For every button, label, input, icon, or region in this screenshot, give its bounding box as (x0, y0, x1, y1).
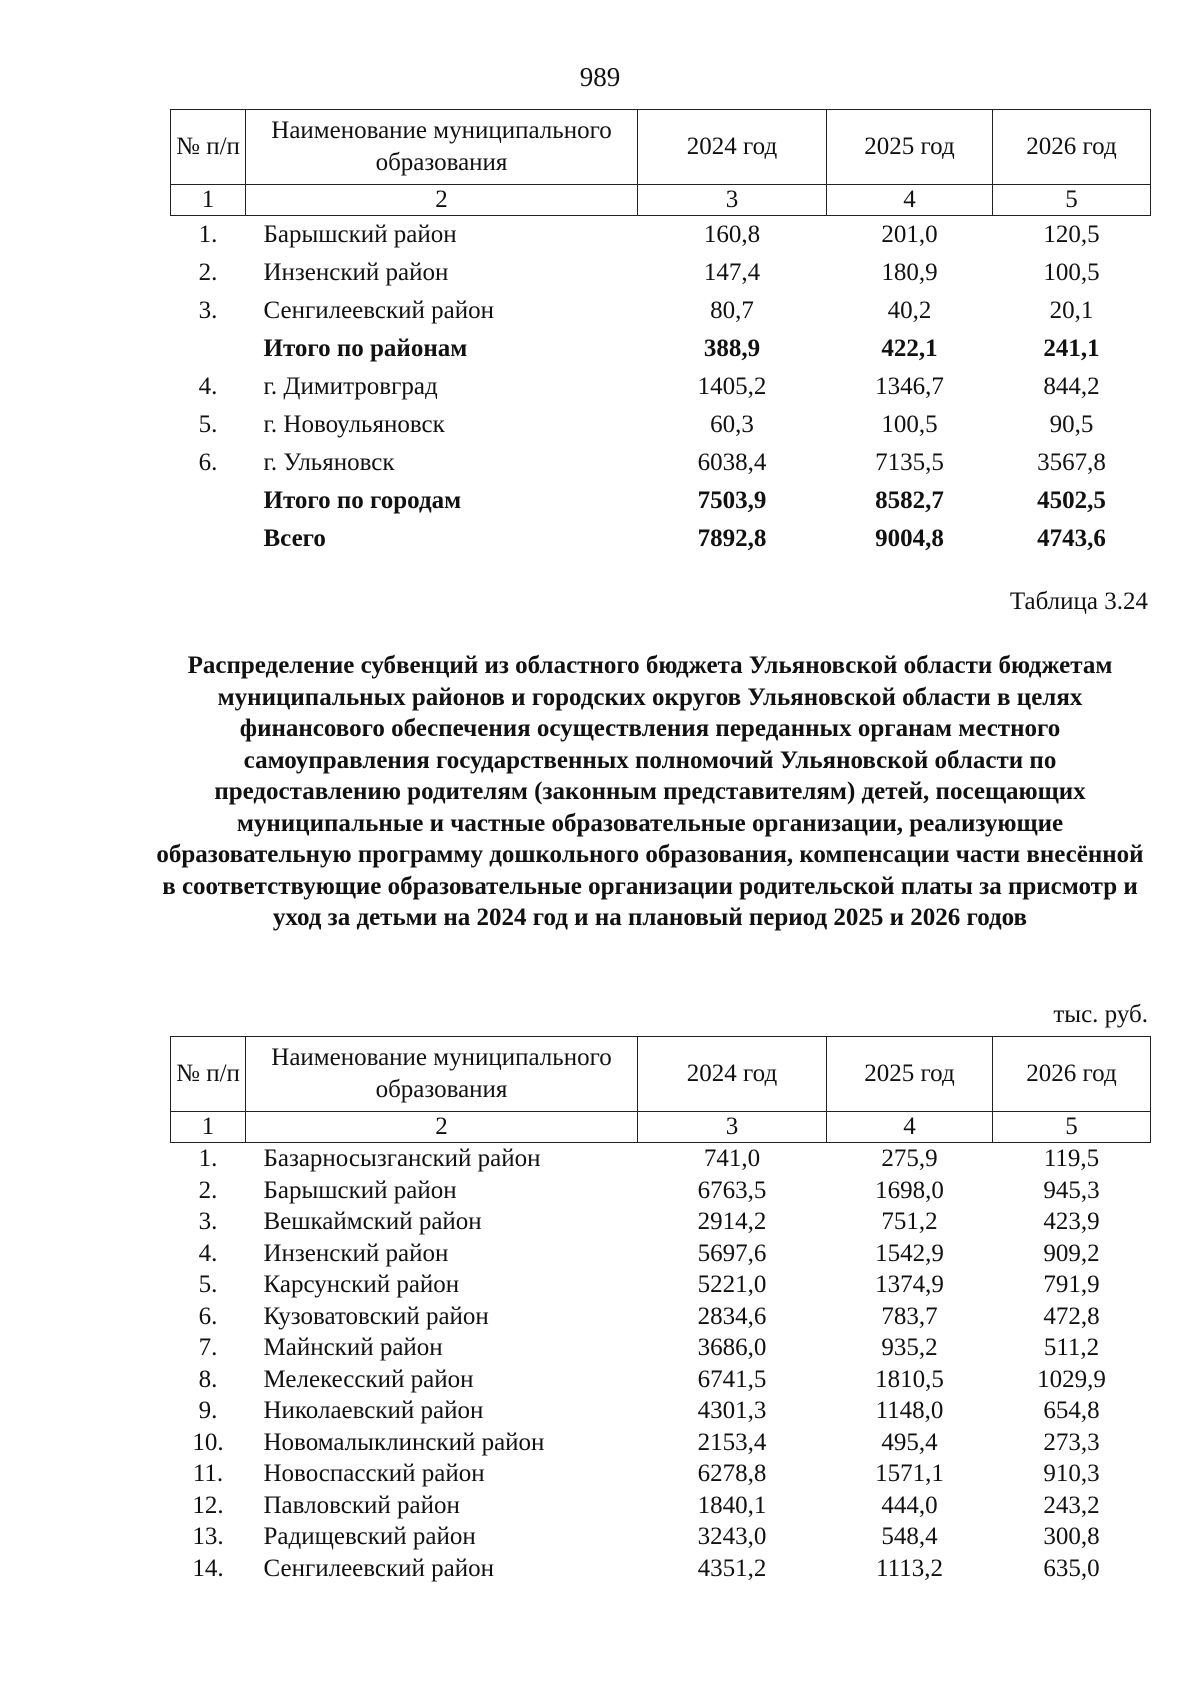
table-caption: Таблица 3.24 (1009, 588, 1148, 615)
table-row (171, 1175, 1151, 1207)
value-2025: 100,5 (881, 411, 938, 438)
row-name: Новоспасский район (263, 1460, 485, 1487)
header-2024: 2024 год (638, 110, 827, 185)
value-2026: 1029,9 (1037, 1365, 1106, 1393)
value-2024: 6278,8 (697, 1460, 767, 1487)
value-2024: 741,0 (703, 1145, 761, 1172)
row-name: г. Новоульяновск (263, 411, 445, 438)
value-2026: 844,2 (1043, 373, 1100, 400)
col-number: 2 (246, 185, 638, 216)
value-2025: 935,2 (881, 1334, 938, 1361)
value-2024: 5221,0 (697, 1271, 767, 1298)
row-name: Итого по районам (263, 335, 468, 362)
value-2025: 1571,1 (875, 1460, 944, 1487)
header-2026: 2026 год (993, 1037, 1151, 1112)
row-name: Мелекесский район (263, 1365, 474, 1393)
row-name: Кузоватовский район (263, 1302, 489, 1330)
value-2025: 1346,7 (875, 373, 944, 400)
value-2025: 1810,5 (875, 1365, 944, 1393)
header-2024: 2024 год (638, 1037, 827, 1112)
table-row (171, 1301, 1151, 1333)
value-2026: 243,2 (1043, 1491, 1100, 1519)
value-2024: 6741,5 (697, 1365, 767, 1393)
value-2026: 100,5 (1043, 259, 1100, 286)
value-2026: 4502,5 (1037, 487, 1106, 514)
value-2026: 511,2 (1043, 1334, 1100, 1361)
value-2026: 909,2 (1043, 1239, 1100, 1267)
row-number: 10. (192, 1428, 224, 1456)
row-name: Барышский район (263, 221, 457, 248)
value-2025: 783,7 (881, 1302, 938, 1330)
table-row (171, 1553, 1151, 1585)
table-row (171, 1238, 1151, 1270)
value-2026: 472,8 (1043, 1302, 1100, 1330)
row-name: Сенгилеевский район (263, 1554, 495, 1582)
row-number (171, 482, 246, 520)
col-number: 4 (827, 1112, 993, 1143)
value-2025: 180,9 (881, 259, 938, 286)
row-number: 1. (198, 221, 218, 248)
value-2026: 945,3 (1043, 1176, 1100, 1204)
col-number: 5 (993, 185, 1151, 216)
row-number: 4. (198, 1239, 218, 1267)
value-2026: 119,5 (1043, 1145, 1100, 1172)
row-number: 3. (198, 297, 218, 324)
col-number: 3 (638, 1112, 827, 1143)
table-row (171, 406, 1151, 444)
col-number: 1 (171, 1112, 246, 1143)
row-number: 5. (198, 411, 218, 438)
value-2026: 90,5 (1049, 411, 1094, 438)
row-number: 14. (192, 1554, 224, 1582)
row-name: Инзенский район (263, 259, 449, 286)
row-name: Инзенский район (263, 1239, 449, 1267)
row-number: 6. (198, 449, 218, 476)
row-number: 2. (198, 1176, 218, 1204)
value-2024: 1840,1 (697, 1491, 767, 1519)
value-2025: 201,0 (881, 221, 938, 248)
value-2024: 7503,9 (697, 487, 767, 514)
col-number: 1 (171, 185, 246, 216)
table-row (171, 482, 1151, 520)
value-2025: 495,4 (881, 1428, 938, 1456)
value-2024: 160,8 (703, 221, 761, 248)
value-2025: 1698,0 (875, 1176, 944, 1204)
col-number: 3 (638, 185, 827, 216)
row-number: 11. (192, 1460, 224, 1487)
value-2025: 40,2 (887, 297, 932, 324)
value-2025: 548,4 (881, 1523, 938, 1550)
row-name: г. Димитровград (263, 373, 438, 400)
row-number: 7. (198, 1334, 218, 1361)
table-row (171, 254, 1151, 292)
table-row (171, 216, 1151, 255)
table-row (171, 1521, 1151, 1553)
row-number: 6. (198, 1302, 218, 1330)
value-2025: 8582,7 (875, 487, 944, 514)
table-1-body (171, 216, 1151, 559)
value-2025: 751,2 (881, 1208, 938, 1235)
row-number: 12. (192, 1491, 224, 1519)
value-2025: 9004,8 (875, 525, 944, 552)
table-row (171, 1143, 1151, 1175)
value-2025: 1374,9 (875, 1271, 944, 1298)
table-row (171, 292, 1151, 330)
value-2026: 910,3 (1043, 1460, 1100, 1487)
value-2024: 6763,5 (697, 1176, 767, 1204)
value-2026: 654,8 (1043, 1397, 1100, 1424)
value-2026: 300,8 (1043, 1523, 1100, 1550)
row-number: 8. (198, 1365, 218, 1393)
row-name: Вешкаймский район (263, 1208, 482, 1235)
row-name: Всего (263, 525, 326, 552)
row-name: Барышский район (263, 1176, 457, 1204)
row-name: Карсунский район (263, 1271, 460, 1298)
value-2024: 388,9 (703, 335, 761, 362)
value-2025: 7135,5 (875, 449, 944, 476)
table-row (171, 368, 1151, 406)
value-2024: 147,4 (703, 259, 761, 286)
value-2024: 1405,2 (697, 373, 767, 400)
value-2025: 1542,9 (875, 1239, 944, 1267)
value-2024: 3686,0 (697, 1334, 767, 1361)
row-name: Итого по городам (263, 487, 462, 514)
table-row (171, 1332, 1151, 1364)
value-2024: 2153,4 (697, 1428, 767, 1456)
table-row (171, 444, 1151, 482)
value-2026: 423,9 (1043, 1208, 1100, 1235)
header-2026: 2026 год (993, 110, 1151, 185)
table-row (171, 520, 1151, 558)
row-number: 5. (198, 1271, 218, 1298)
value-2026: 120,5 (1043, 221, 1100, 248)
value-2026: 635,0 (1043, 1554, 1100, 1582)
row-name: Сенгилеевский район (263, 297, 495, 324)
table-2-title: Распределение субвенций из областного бюджета Ульяновской области бюджетам муниципальных районов и городских округов Ульяновской области в целях финансового обеспечения осуществления переданных органам местного самоуправления государственных полномочий Ульяновской области по предоставлению родителям (законным представителям) детей, посещающих муниципальные и частные образовательные организации, реализующие образовательную программу дошкольного образования, компенсации части внесённой в соответствующие образовательные организации родительской платы за присмотр и уход за детьми на 2024 год и на плановый период 2025 и 2026 годов (156, 652, 1144, 931)
value-2026: 791,9 (1043, 1271, 1100, 1298)
value-2024: 60,3 (710, 411, 754, 438)
header-2025: 2025 год (827, 110, 993, 185)
table-row (171, 1458, 1151, 1490)
col-number: 4 (827, 185, 993, 216)
value-2026: 273,3 (1043, 1428, 1100, 1456)
row-number (171, 330, 246, 368)
value-2024: 5697,6 (697, 1239, 767, 1267)
value-2026: 4743,6 (1037, 525, 1106, 552)
value-2025: 275,9 (881, 1145, 938, 1172)
value-2026: 20,1 (1049, 297, 1094, 324)
value-2025: 444,0 (881, 1491, 938, 1519)
row-name: Новомалыклинский район (263, 1428, 545, 1456)
value-2024: 4351,2 (697, 1554, 767, 1582)
row-name: Базарносызганский район (263, 1145, 541, 1172)
value-2024: 6038,4 (697, 449, 767, 476)
table-1 (170, 109, 1151, 558)
row-number: 2. (198, 259, 218, 286)
page-number: 989 (579, 62, 621, 92)
row-number: 1. (198, 1145, 218, 1172)
table-row (171, 330, 1151, 368)
row-name: Павловский район (263, 1491, 460, 1519)
table-row (171, 1364, 1151, 1396)
row-number: 9. (198, 1397, 218, 1424)
value-2026: 241,1 (1043, 335, 1100, 362)
row-name: Николаевский район (263, 1397, 484, 1424)
value-2025: 422,1 (881, 335, 938, 362)
table-2 (170, 1036, 1151, 1584)
table-row (171, 1269, 1151, 1301)
header-num: № п/п (171, 110, 246, 185)
value-2024: 80,7 (710, 297, 754, 324)
header-num: № п/п (171, 1037, 246, 1112)
value-2024: 7892,8 (697, 525, 767, 552)
col-number: 5 (993, 1112, 1151, 1143)
row-number: 13. (192, 1523, 224, 1550)
table-row (171, 1395, 1151, 1427)
header-name: Наименование муниципального образования (246, 110, 638, 185)
row-number: 3. (198, 1208, 218, 1235)
table-row (171, 1490, 1151, 1522)
value-2024: 2834,6 (697, 1302, 767, 1330)
table-2-body (171, 1143, 1151, 1585)
units-label: тыс. руб. (1053, 1001, 1148, 1028)
value-2024: 4301,3 (697, 1397, 767, 1424)
value-2024: 3243,0 (697, 1523, 767, 1550)
col-number: 2 (246, 1112, 638, 1143)
value-2025: 1113,2 (876, 1554, 943, 1582)
table-row (171, 1427, 1151, 1459)
row-name: Майнский район (263, 1334, 443, 1361)
row-name: г. Ульяновск (263, 449, 395, 476)
value-2026: 3567,8 (1037, 449, 1106, 476)
value-2025: 1148,0 (875, 1397, 944, 1424)
row-number: 4. (198, 373, 218, 400)
row-name: Радищевский район (263, 1523, 476, 1550)
table-row (171, 1206, 1151, 1238)
value-2024: 2914,2 (697, 1208, 767, 1235)
row-number (171, 520, 246, 558)
header-name: Наименование муниципального образования (246, 1037, 638, 1112)
header-2025: 2025 год (827, 1037, 993, 1112)
